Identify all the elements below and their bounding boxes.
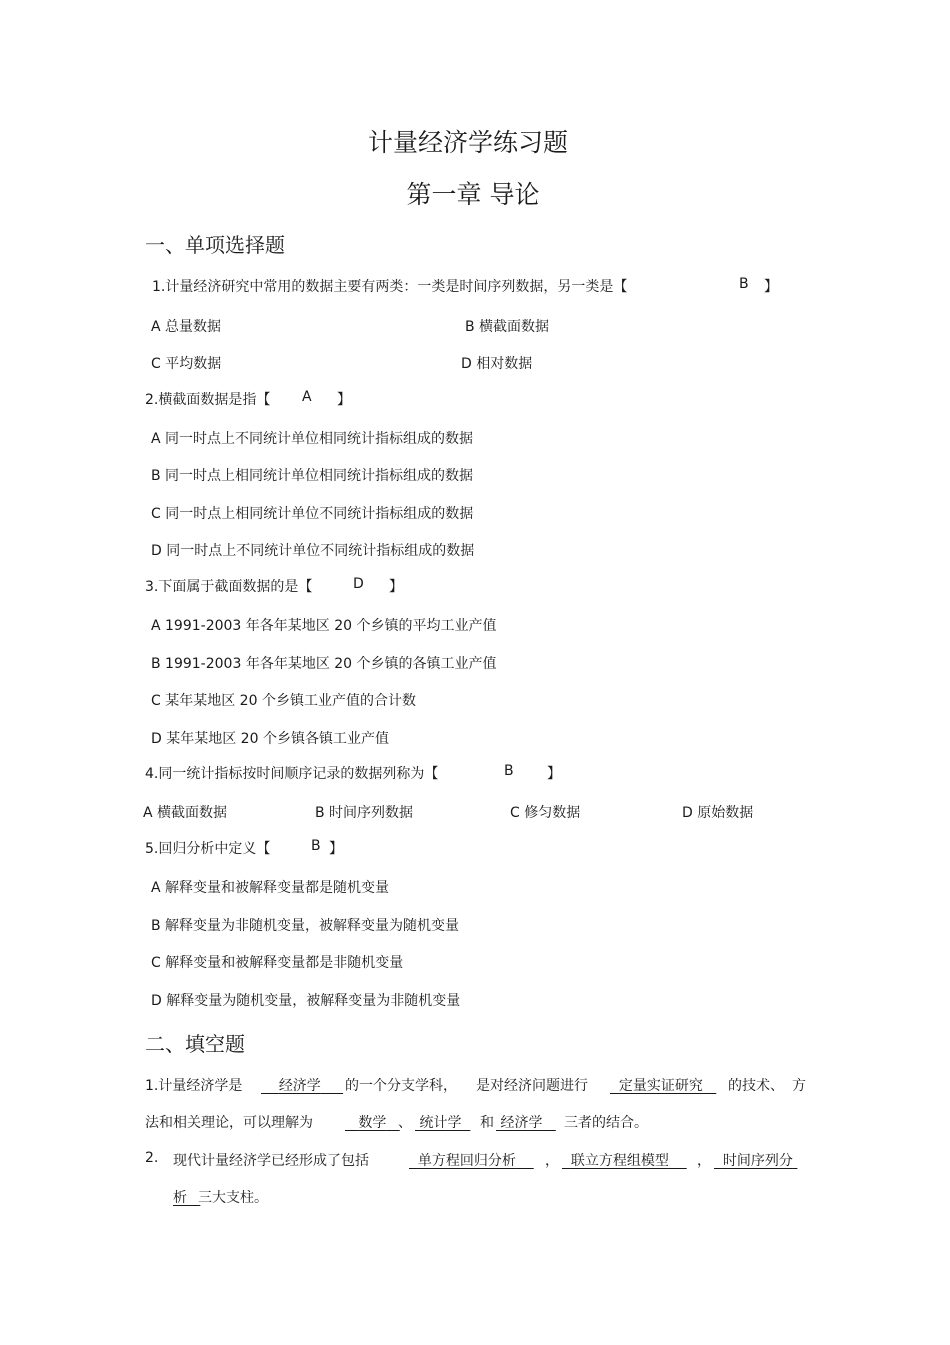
option-c: C 同一时点上相同统计单位不同统计指标组成的数据 [151,506,474,522]
answer-bracket-close: 】 [547,766,561,782]
fill-text: ， [697,1153,711,1169]
question-stem: 4.同一统计指标按时间顺序记录的数据列称为【 [145,766,439,782]
option-b: B 同一时点上相同统计单位相同统计指标组成的数据 [151,468,474,484]
option-c: C 解释变量和被解释变量都是非随机变量 [151,955,404,971]
option-a: A 横截面数据 [143,805,228,821]
answer-letter: D [353,576,364,592]
answer-letter: B [504,763,514,779]
fill-text: 方 [792,1078,806,1094]
option-a: A 1991-2003 年各年某地区 20 个乡镇的平均工业产值 [151,618,497,634]
answer-bracket-close: 】 [337,392,351,408]
option-d: D 原始数据 [682,805,754,821]
option-d: D 解释变量为随机变量，被解释变量为非随机变量 [151,993,461,1009]
fill-number: 2. [145,1150,159,1166]
option-b: B 横截面数据 [465,319,550,335]
option-a: A 同一时点上不同统计单位相同统计指标组成的数据 [151,431,474,447]
fill-text: 法和相关理论，可以理解为 [145,1115,313,1131]
answer-letter: B [311,838,321,854]
fill-blank: 定量实证研究 [618,1078,703,1094]
fill-blank: 数学 [358,1115,387,1131]
fill-blank: 经济学 [278,1078,321,1094]
option-a: A 解释变量和被解释变量都是随机变量 [151,880,390,896]
section-heading-fill-in: 二、填空题 [145,1032,245,1056]
option-b: B 时间序列数据 [315,805,414,821]
fill-text: 三大支柱。 [198,1190,268,1206]
option-b: B 解释变量为非随机变量，被解释变量为随机变量 [151,918,460,934]
fill-blank: 单方程回归分析 [417,1153,516,1169]
question-stem: 1.计量经济研究中常用的数据主要有两类：一类是时间序列数据，另一类是【 [152,279,628,295]
answer-letter: A [302,389,312,405]
chapter-title: 第一章 导论 [406,180,540,209]
question-stem: 2.横截面数据是指【 [145,392,271,408]
option-d: D 某年某地区 20 个乡镇各镇工业产值 [151,731,389,747]
answer-bracket-close: 】 [764,279,778,295]
fill-text: 是对经济问题进行 [476,1078,588,1094]
section-heading-single-choice: 一、单项选择题 [145,233,285,257]
option-c: C 修匀数据 [510,805,581,821]
option-b: B 1991-2003 年各年某地区 20 个乡镇的各镇工业产值 [151,656,497,672]
fill-blank: 析 [173,1190,187,1206]
fill-blank: 经济学 [500,1115,543,1131]
fill-blank: 联立方程组模型 [570,1153,669,1169]
fill-text: 现代计量经济学已经形成了包括 [173,1153,369,1169]
fill-text: 和 [480,1115,494,1131]
question-stem: 5.回归分析中定义【 [145,841,271,857]
answer-bracket-close: 】 [389,579,403,595]
option-c: C 某年某地区 20 个乡镇工业产值的合计数 [151,693,416,709]
option-d: D 相对数据 [461,356,533,372]
fill-text: 的一个分支学科， [345,1078,457,1094]
document-title: 计量经济学练习题 [367,128,568,157]
fill-text: 的技术、 [728,1078,784,1094]
option-a: A 总量数据 [151,319,222,335]
option-d: D 同一时点上不同统计单位不同统计指标组成的数据 [151,543,475,559]
answer-letter: B [739,276,749,292]
fill-blank: 时间序列分 [722,1153,793,1169]
fill-text: 1.计量经济学是 [145,1078,243,1094]
fill-blank: 统计学 [419,1115,462,1131]
fill-text: 三者的结合。 [564,1115,648,1131]
fill-text: ， [545,1153,559,1169]
question-stem: 3.下面属于截面数据的是【 [145,579,313,595]
fill-text: 、 [398,1115,412,1131]
answer-bracket-close: 】 [329,841,343,857]
option-c: C 平均数据 [151,356,222,372]
